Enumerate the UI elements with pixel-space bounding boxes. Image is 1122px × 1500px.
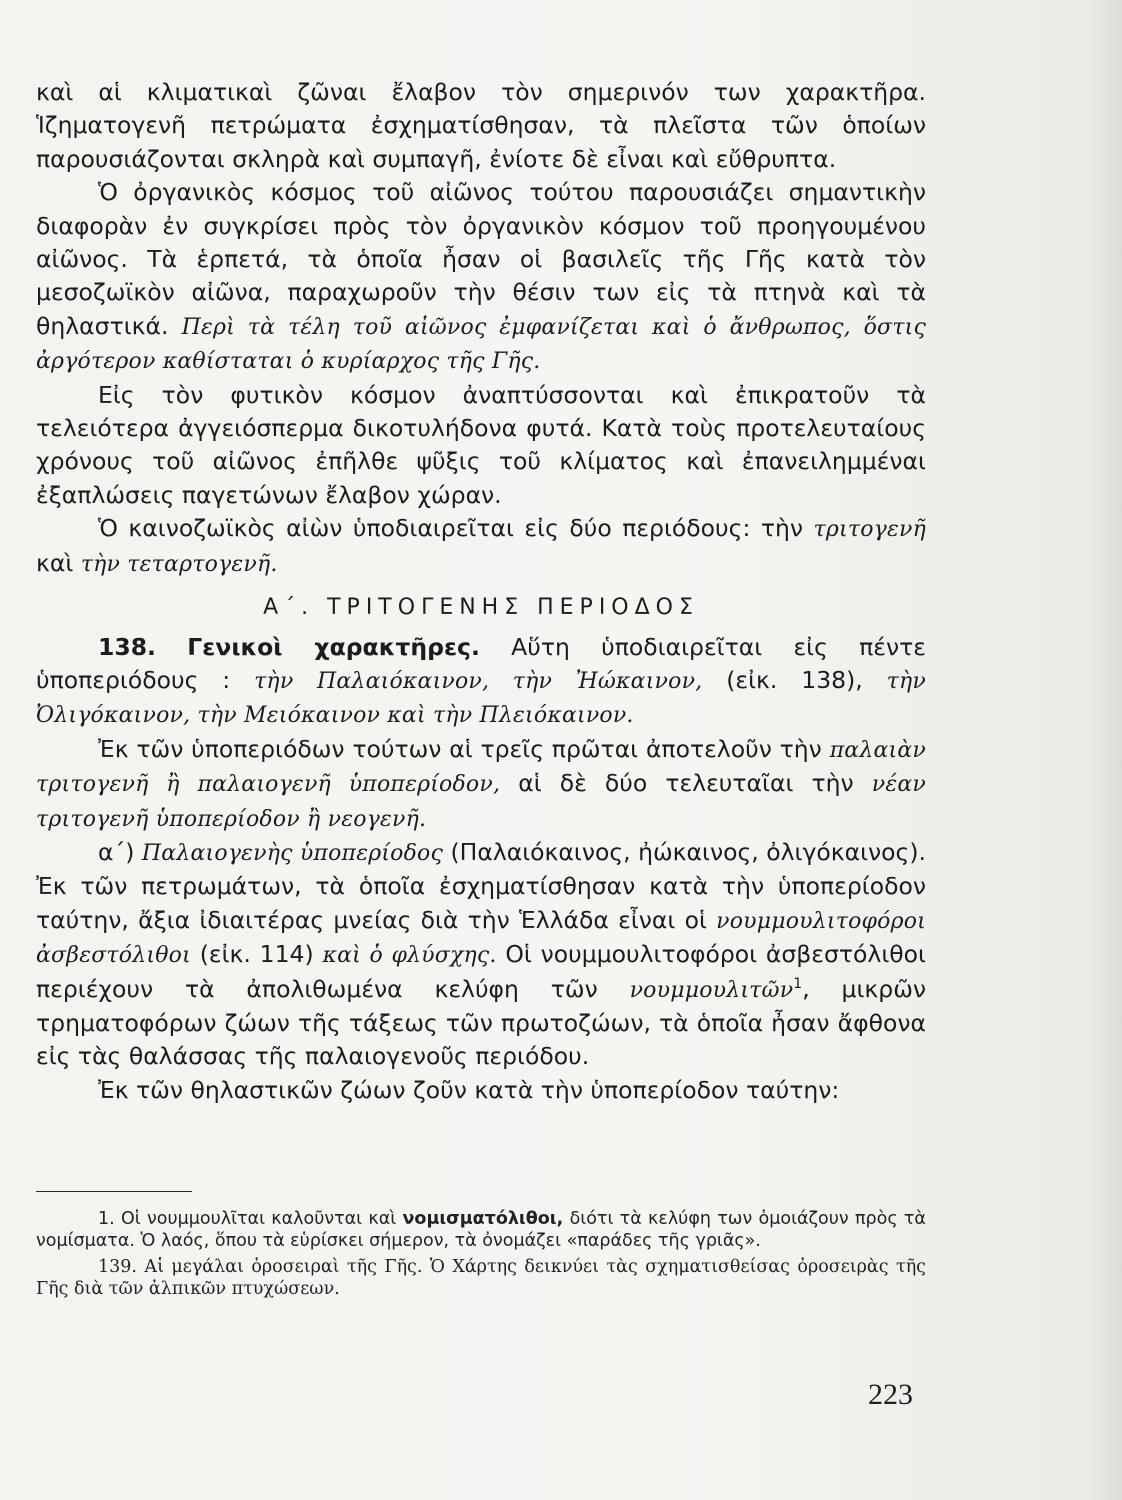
subperiods-text-1: Ἐκ τῶν ὑποπεριόδων τούτων αἱ τρεῖς πρῶται ἀποτελοῦν τὴν [98,734,822,763]
footnote-marker[interactable]: 1 [793,975,803,992]
paleogene-italic-2: νουμμουλιτοφόροι ἀσβεστόλιθοι [36,908,926,969]
subperiods-italic-2: νέαν τριτογενῆ ὑποπερίοδον ἢ νεογενῆ. [36,772,926,832]
footnote-1 [36,1208,926,1252]
footnote-1-text-a: 1. Οἱ νουμμουλῖται καλοῦνται καὶ [98,1209,397,1229]
paleogene-italic-3: καὶ ὁ φλύσχης. [322,943,497,969]
paragraph-climate: καὶ αἱ κλιματικαὶ ζῶναι ἔλαβον τὸν σημερινόν των χαρακτῆρα. Ἱζηματογενῆ πετρώματα ἐσχηματίσθησαν, τὰ πλεῖστα τῶν ὁποίων παρουσιάζονται σκληρὰ καὶ συμπαγῆ, ἐνίοτε δὲ εἶναι καὶ εὔθρυπτα. [36,78,926,173]
paragraph-organic-world [36,176,926,378]
section-title: Γενικοὶ χαρακτῆρες. [187,632,480,661]
subperiods-text-2: αἱ δὲ δύο τελευταῖαι τὴν [518,769,854,798]
footnote-1-bold: νομισματόλιθοι, [402,1209,564,1229]
paleogene-text-1: (Παλαιόκαινος, ἠώκαινος, ὀλιγόκαινος). Ἐκ τῶν πετρωμάτων, τὰ ὁποῖα ἐσχηματίσθησαν κατὰ τὴν ὑποπερίοδον ταύτην, ἄξια ἰδιαιτέρας μνείας διὰ τὴν Ἑλλάδα εἶναι οἱ [36,837,926,934]
paragraph-paleogene [36,836,926,1074]
footnotes [36,1208,926,1304]
section-heading: Α΄. ΤΡΙΤΟΓΕΝΗΣ ΠΕΡΙΟΔΟΣ [263,595,699,621]
paleogene-label: α΄) [98,837,135,866]
section-138-figure-ref: (εἰκ. 138), [726,665,863,694]
paragraph-138 [36,631,926,733]
organic-world-italic: Περὶ τὰ τέλη τοῦ αἰῶνος ἐμφανίζεται καὶ ὁ ἄνθρωπος, ὅστις ἀργότερον καθίσταται ὁ κυρίαρχος τῆς Γῆς. [36,314,926,375]
cenozoic-quaternary: τὴν τεταρτογενῆ. [80,551,278,577]
paleogene-text-3: , μικρῶν τρηματοφόρων ζώων τῆς τάξεως τῶν πρωτοζώων, τὰ ὁποῖα ἦσαν ἄφθονα εἰς τὰς θαλάσσας τῆς παλαιογενοῦς περιόδου. [36,974,926,1071]
paragraph-plant-world: Εἰς τὸν φυτικὸν κόσμον ἀναπτύσσονται καὶ ἐπικρατοῦν τὰ τελειότερα ἀγγειόσπερμα δικοτυλήδονα φυτά. Κατὰ τοὺς προτελευταίους χρόνους τοῦ αἰῶνος ἐπῆλθε ψῦξις τοῦ κλίματος καὶ ἐπανειλημμέναι ἐξαπλώσεις παγετώνων ἔλαβον χώραν. [36,380,926,509]
paleogene-title: Παλαιογενὴς ὑποπερίοδος [141,840,444,866]
main-text [36,76,926,1107]
organic-world-text: Ὁ ὀργανικὸς κόσμος τοῦ αἰῶνος τούτου παρουσιάζει σημαντικὴν διαφορὰν ἐν συγκρίσει πρὸς τὸν ὀργανικὸν κόσμον τοῦ προηγουμένου αἰῶνος. Τὰ ἑρπετά, τὰ ὁποῖα ἦσαν οἱ βασιλεῖς τῆς Γῆς κατὰ τὸν μεσοζωϊκὸν αἰῶνα, παραχωροῦν τὴν θέσιν των εἰς τὰ πτηνὰ καὶ τὰ θηλαστικά. [36,178,926,340]
paragraph-mammals: Ἐκ τῶν θηλαστικῶν ζώων ζοῦν κατὰ τὴν ὑποπερίοδον ταύτην: [98,1075,840,1104]
paleogene-figure-ref: (εἰκ. 114) [199,940,314,969]
paragraph-subperiods [36,733,926,836]
cenozoic-text: Ὁ καινοζωϊκὸς αἰὼν ὑποδιαιρεῖται εἰς δύο περιόδους: τὴν [98,514,804,543]
page-number: 223 [868,1378,913,1411]
paleogene-italic-4: νουμμουλιτῶν [629,977,794,1003]
cenozoic-and: καὶ [36,548,74,577]
figure-caption-139: 139. Αἱ μεγάλαι ὀροσειραὶ τῆς Γῆς. Ὁ Χάρτης δεικνύει τὰς σχηματισθείσας ὀροσειρὰς τῆς Γῆς διὰ τῶν ἀλπικῶν πτυχώσεων. [36,1257,926,1299]
section-138-italic-1: τὴν Παλαιόκαινον, τὴν Ἠώκαινον, [254,668,703,694]
footnote-1-text-b: διότι τὰ κελύφη των ὁμοιάζουν πρὸς τὰ νομίσματα. Ὁ λαός, ὅπου τὰ εὑρίσκει σήμερον, τὰ ὀνομάζει «παράδες τῆς γριᾶς». [36,1209,926,1251]
paleogene-text-2: Οἱ νουμμουλιτοφόροι ἀσβεστόλιθοι περιέχουν τὰ ἀπολιθωμένα κελύφη τῶν [36,940,926,1003]
section-138-text: Αὕτη ὑποδιαιρεῖται εἰς πέντε ὑποπεριόδους : [36,632,926,694]
paragraph-cenozoic [36,512,926,581]
section-number: 138. [98,632,156,661]
section-138-italic-2: τὴν Ὀλιγόκαινον, τὴν Μειόκαινον καὶ τὴν Πλειόκαινον. [36,668,926,729]
cenozoic-tertiary: τριτογενῆ [813,517,926,543]
footnote-divider [36,1191,192,1192]
subperiods-italic-1: παλαιὰν τριτογενῆ ἢ παλαιογενῆ ὑποπερίοδον, [36,737,926,798]
